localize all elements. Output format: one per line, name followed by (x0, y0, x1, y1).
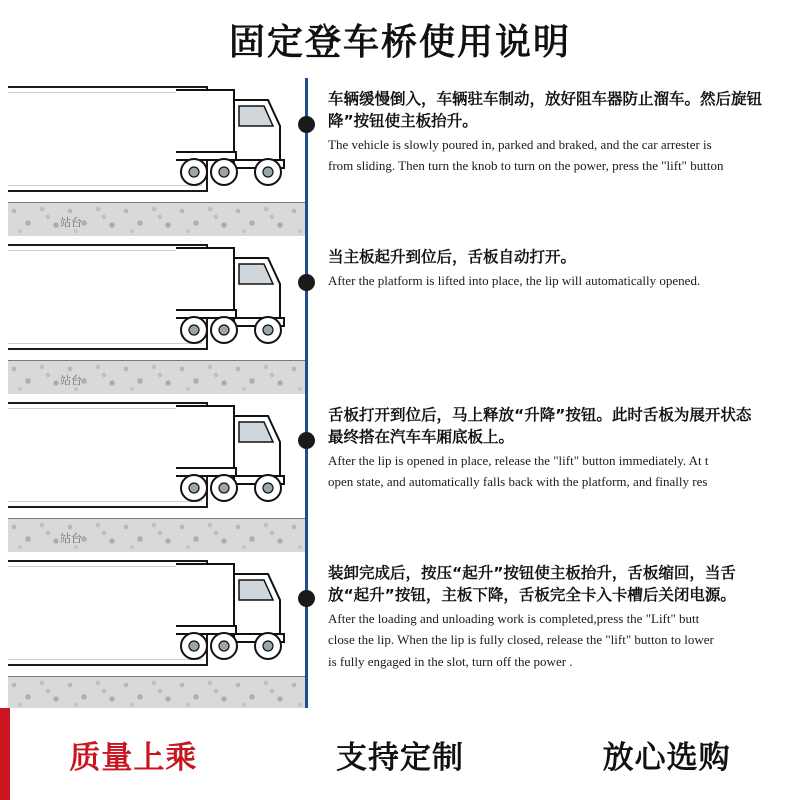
step-text (328, 88, 798, 175)
step-text-en-line1: The vehicle is slowly poured in, parked and braked, and the car arrester is (328, 137, 712, 152)
step-bullet (298, 116, 315, 133)
step-text-en-line1: After the lip is opened in place, release the "lift" button immediately. At t (328, 453, 709, 468)
page-title: 固定登车桥使用说明 (228, 22, 571, 63)
dock-platform-inner (8, 566, 202, 660)
step-text-en-line2: close the lip. When the lip is fully closed, release the "lift" button to lower (328, 632, 714, 648)
connector-line (305, 236, 308, 394)
step-illustration (8, 236, 308, 394)
connector-line (305, 394, 308, 552)
ground-gravel (8, 360, 308, 394)
banner-accent-bar (0, 708, 10, 800)
instruction-step (0, 552, 800, 708)
ground-gravel (8, 202, 308, 236)
dock-platform-inner (8, 250, 202, 344)
step-text (328, 562, 798, 670)
step-text (328, 404, 798, 491)
dock-platform-inner (8, 408, 202, 502)
banner-item-custom: 支持定制 (336, 739, 464, 776)
step-bullet (298, 432, 315, 449)
step-text-cn-line1: 舌板打开到位后，马上释放“升降”按钮。此时舌板为展开状态 (328, 406, 752, 424)
ground-gravel (8, 518, 308, 552)
truck-icon (176, 82, 304, 202)
bottom-banner (0, 708, 800, 800)
step-text-cn-line1: 装卸完成后，按压“起升”按钮使主板抬升，舌板缩回，当舌 (328, 564, 736, 582)
step-text-en-line1: After the loading and unloading work is completed,press the "Lift" butt (328, 611, 700, 626)
step-text-en-line3: is fully engaged in the slot, turn off the power . (328, 653, 573, 669)
dock-label: 站台 (60, 216, 82, 229)
connector-line (305, 552, 308, 708)
dock-platform-inner (8, 92, 202, 186)
connector-line (305, 78, 308, 236)
truck-icon (176, 398, 304, 518)
step-text-cn-line1: 车辆缓慢倒入，车辆驻车制动，放好阻车器防止溜车。然后旋钮 (328, 90, 763, 108)
ground-gravel (8, 676, 308, 708)
truck-icon (176, 556, 304, 676)
step-text-en-line2: from sliding. Then turn the knob to turn on the power, press the "lift" button (328, 158, 724, 174)
step-text-cn-line2: 降”按钮使主板抬升。 (328, 112, 478, 130)
instruction-diagram (0, 78, 800, 708)
step-bullet (298, 590, 315, 607)
step-text-en-line2: open state, and automatically falls back with the platform, and finally res (328, 474, 708, 490)
instruction-step (0, 78, 800, 236)
truck-icon (176, 240, 304, 360)
step-text-cn-line1: 当主板起升到位后，舌板自动打开。 (328, 248, 577, 266)
step-text-en-line1: After the platform is lifted into place, the lip will automatically opened. (328, 273, 701, 288)
step-illustration (8, 394, 308, 552)
step-text-cn-line2: 最终搭在汽车车厢底板上。 (328, 428, 515, 446)
dock-label: 站台 (60, 374, 82, 387)
instruction-step (0, 394, 800, 552)
step-bullet (298, 274, 315, 291)
banner-item-purchase: 放心选购 (602, 739, 731, 776)
banner-item-quality: 质量上乘 (69, 739, 198, 776)
instruction-step (0, 236, 800, 394)
step-text-cn-line2: 放“起升”按钮，主板下降，舌板完全卡入卡槽后关闭电源。 (328, 586, 736, 604)
step-illustration (8, 78, 308, 236)
dock-label: 站台 (60, 532, 82, 545)
step-text (328, 246, 798, 289)
step-illustration (8, 552, 308, 708)
